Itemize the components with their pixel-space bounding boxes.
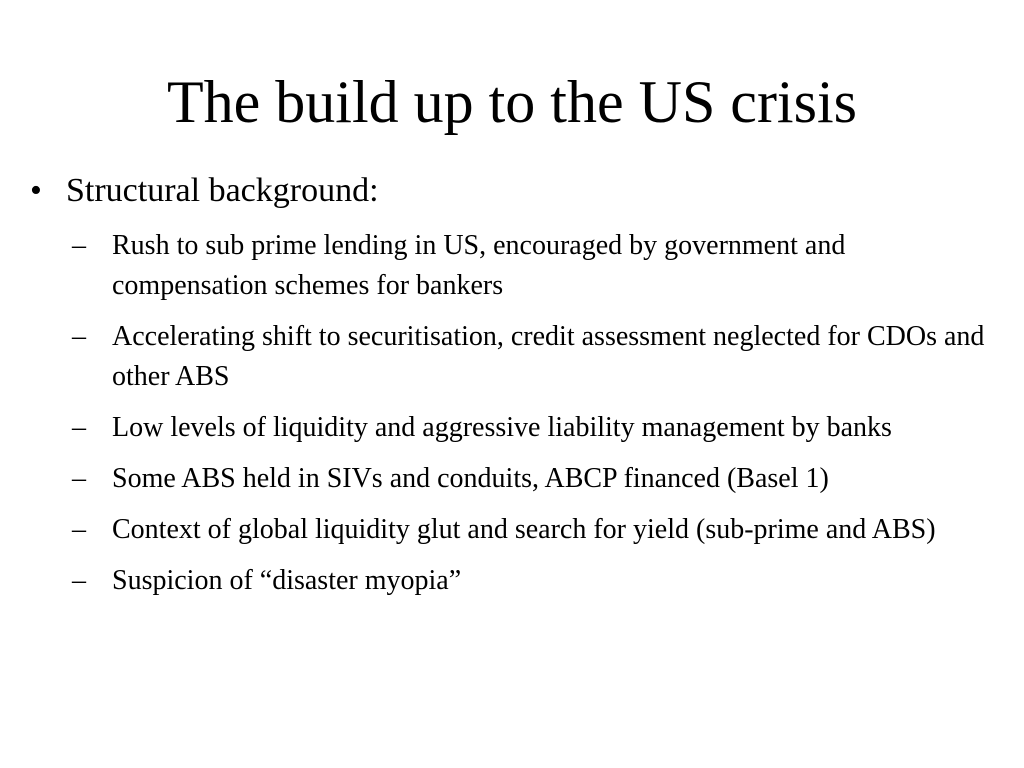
sub-bullet-text: Suspicion of “disaster myopia”	[112, 565, 462, 596]
sub-bullet-item	[72, 317, 1002, 397]
dash-marker: –	[72, 463, 86, 494]
dash-marker: –	[72, 412, 86, 443]
sub-bullet-item	[72, 226, 1002, 306]
main-bullet	[30, 170, 379, 212]
main-bullet-text: Structural background:	[66, 172, 379, 209]
sub-bullet-item	[72, 459, 1002, 499]
sub-bullet-text: Context of global liquidity glut and search for yield (sub-prime and ABS)	[112, 514, 936, 545]
sub-bullet-item	[72, 510, 1002, 550]
dash-marker: –	[72, 514, 86, 545]
bullet-marker: •	[30, 172, 42, 209]
sub-bullet-text: Rush to sub prime lending in US, encouraged by government and compensation schemes for bankers	[112, 230, 846, 301]
slide-title: The build up to the US crisis	[167, 69, 857, 135]
dash-marker: –	[72, 565, 86, 596]
dash-marker: –	[72, 230, 86, 261]
sub-bullet-list	[72, 226, 1002, 612]
sub-bullet-text: Some ABS held in SIVs and conduits, ABCP financed (Basel 1)	[112, 463, 829, 494]
sub-bullet-text: Accelerating shift to securitisation, credit assessment neglected for CDOs and other ABS	[112, 321, 985, 392]
dash-marker: –	[72, 321, 86, 352]
sub-bullet-item	[72, 408, 1002, 448]
sub-bullet-text: Low levels of liquidity and aggressive liability management by banks	[112, 412, 892, 443]
sub-bullet-item	[72, 561, 1002, 601]
